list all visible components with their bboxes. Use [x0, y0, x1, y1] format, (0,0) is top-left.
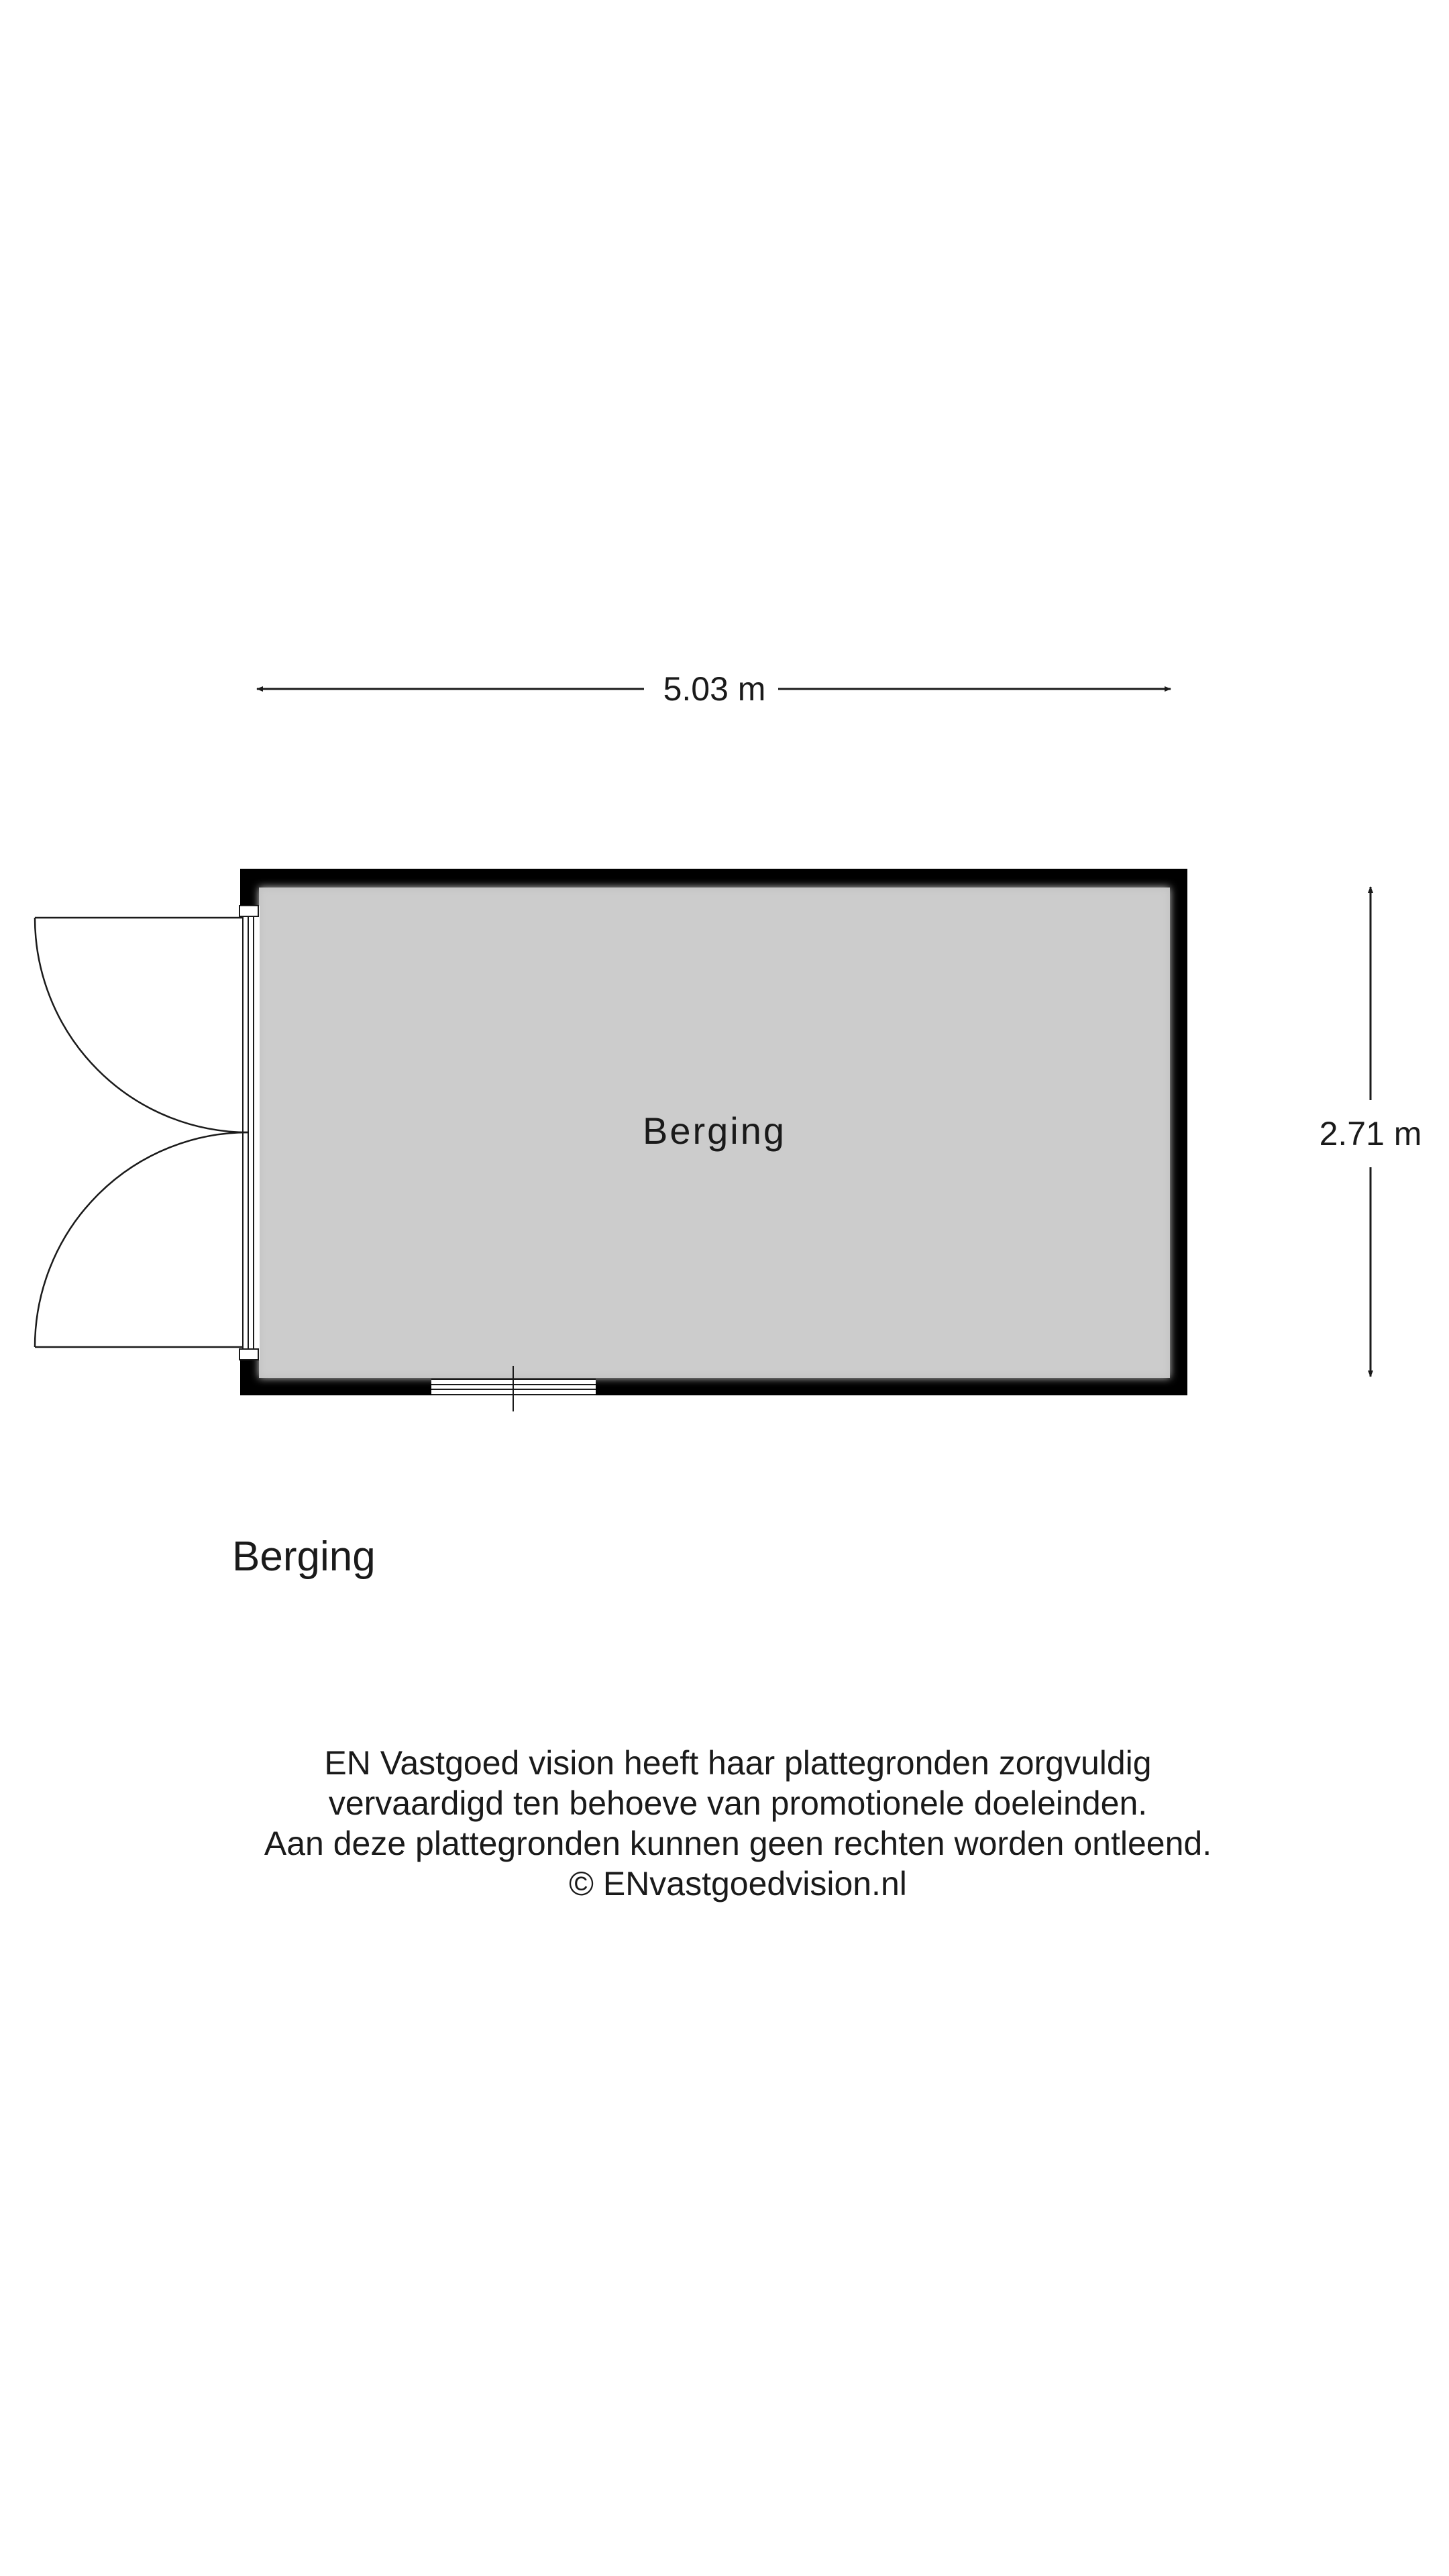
depth-dimension	[1320, 887, 1422, 1377]
floor-title: Berging	[232, 1534, 376, 1580]
disclaimer-line: vervaardigd ten behoeve van promotionele doeleinden.	[328, 1784, 1148, 1822]
room-label: Berging	[642, 1110, 787, 1152]
double-door	[35, 906, 260, 1360]
width-dimension-label: 5.03 m	[663, 670, 766, 708]
disclaimer	[0, 1743, 1449, 1904]
disclaimer-line: EN Vastgoed vision heeft haar plattegronden zorgvuldig	[324, 1744, 1152, 1782]
door-swing-lower	[35, 1132, 248, 1347]
door-jamb-bottom	[239, 1349, 258, 1360]
copyright-line: © ENvastgoedvision.nl	[569, 1865, 907, 1902]
door-swing-upper	[35, 918, 248, 1132]
depth-dimension-label: 2.71 m	[1319, 1115, 1422, 1152]
door-jamb-top	[239, 906, 258, 916]
width-dimension	[257, 670, 1171, 708]
disclaimer-line: Aan deze plattegronden kunnen geen rechten worden ontleend.	[264, 1825, 1212, 1862]
